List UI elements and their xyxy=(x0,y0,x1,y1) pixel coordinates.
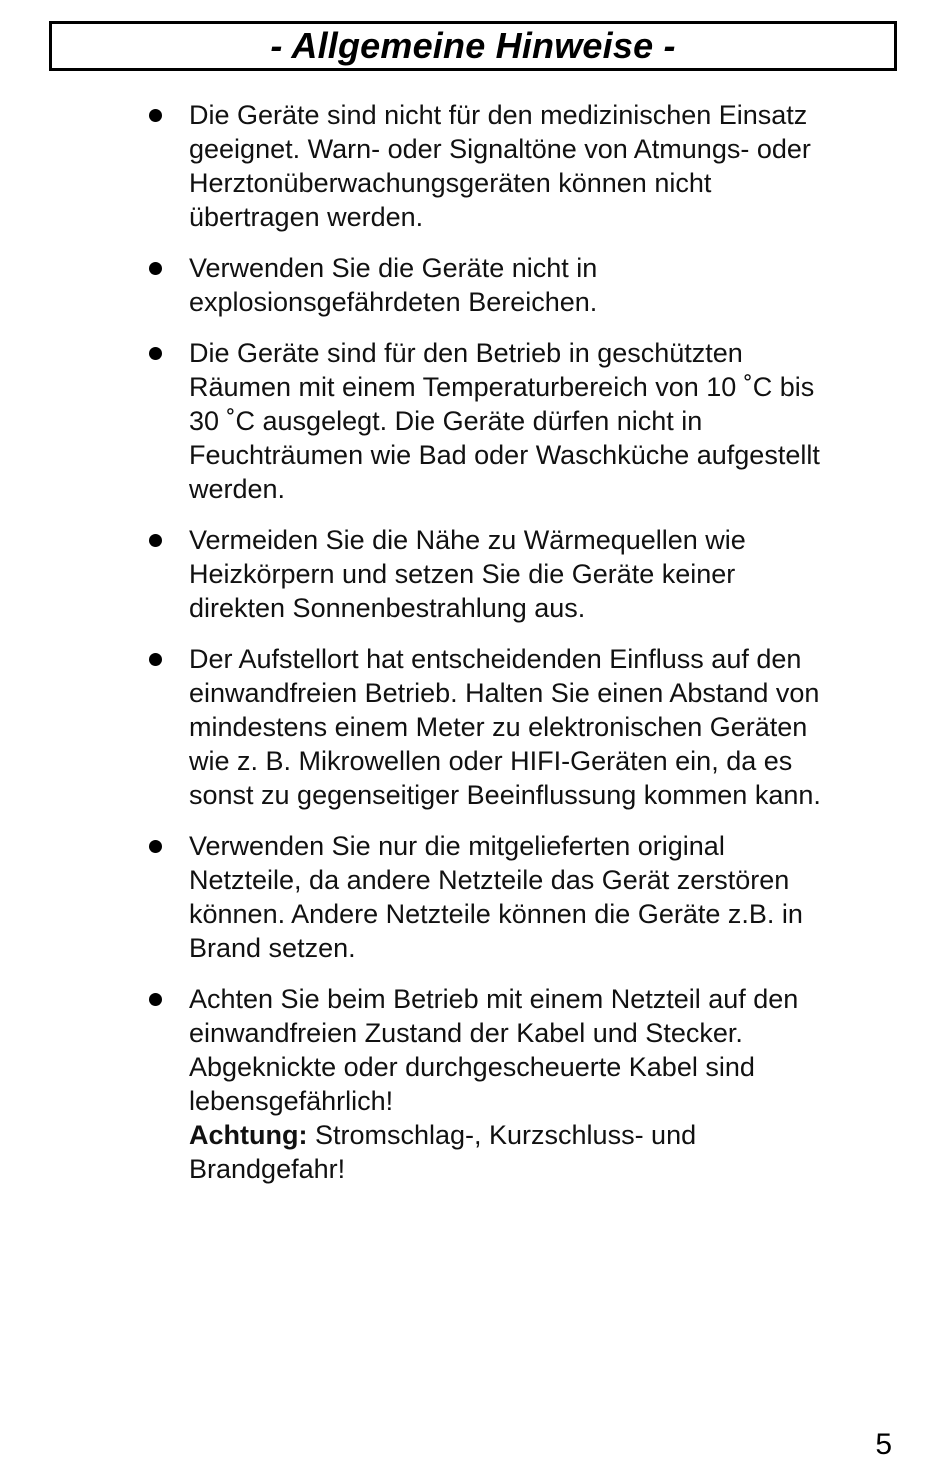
warning-text: Brandgefahr! xyxy=(189,1154,346,1184)
list-item-text xyxy=(189,98,905,234)
warning-text: Stromschlag-, Kurzschluss- und xyxy=(307,1120,697,1150)
list-item xyxy=(145,982,905,1186)
text-line: lebensgefährlich! xyxy=(189,1086,394,1116)
text-line: Der Aufstellort hat entscheidenden Einfluss auf den xyxy=(189,644,802,674)
section-title: - Allgemeine Hinweise - xyxy=(270,25,676,66)
text-line: Netzteile, da andere Netzteile das Gerät zerstören xyxy=(189,865,790,895)
text-line: 30 ˚C ausgelegt. Die Geräte dürfen nicht in xyxy=(189,406,703,436)
text-line: mindestens einem Meter zu elektronischen Geräten xyxy=(189,712,808,742)
text-line: Verwenden Sie nur die mitgelieferten original xyxy=(189,831,725,861)
bullet-icon xyxy=(149,993,162,1006)
list-item-text xyxy=(189,523,905,625)
text-line: einwandfreien Zustand der Kabel und Stecker. xyxy=(189,1018,743,1048)
list-item xyxy=(145,336,905,506)
bullet-icon xyxy=(149,347,162,360)
text-line: Heizkörpern und setzen Sie die Geräte keiner xyxy=(189,559,736,589)
bullet-icon xyxy=(149,653,162,666)
list-item-text xyxy=(189,336,905,506)
list-item xyxy=(145,251,905,319)
page-number: 5 xyxy=(875,1428,892,1461)
text-line: Räumen mit einem Temperaturbereich von 10 ˚C bis xyxy=(189,372,815,402)
text-line: wie z. B. Mikrowellen oder HIFI-Geräten ein, da es xyxy=(189,746,793,776)
text-line: Feuchträumen wie Bad oder Waschküche aufgestellt xyxy=(189,440,820,470)
list-item xyxy=(145,523,905,625)
text-line: können. Andere Netzteile können die Geräte z.B. in xyxy=(189,899,803,929)
text-line: Vermeiden Sie die Nähe zu Wärmequellen wie xyxy=(189,525,746,555)
text-line: einwandfreien Betrieb. Halten Sie einen Abstand von xyxy=(189,678,820,708)
text-line: explosionsgefährdeten Bereichen. xyxy=(189,287,598,317)
list-item-text xyxy=(189,642,905,812)
list-item-text xyxy=(189,982,905,1186)
section-title-box xyxy=(49,21,897,71)
bullet-list xyxy=(145,98,905,1203)
text-line: geeignet. Warn- oder Signaltöne von Atmungs- oder xyxy=(189,134,811,164)
text-line: Die Geräte sind nicht für den medizinischen Einsatz xyxy=(189,100,808,130)
list-item-text xyxy=(189,251,905,319)
text-line: sonst zu gegenseitiger Beeinflussung kommen kann. xyxy=(189,780,821,810)
text-line: Achten Sie beim Betrieb mit einem Netzteil auf den xyxy=(189,984,799,1014)
list-item-text xyxy=(189,829,905,965)
list-item xyxy=(145,642,905,812)
text-line: direkten Sonnenbestrahlung aus. xyxy=(189,593,586,623)
text-line: Herztonüberwachungsgeräten können nicht xyxy=(189,168,712,198)
text-line: übertragen werden. xyxy=(189,202,424,232)
text-line: Abgeknickte oder durchgescheuerte Kabel sind xyxy=(189,1052,755,1082)
text-line: Die Geräte sind für den Betrieb in geschützten xyxy=(189,338,743,368)
bullet-icon xyxy=(149,840,162,853)
bullet-icon xyxy=(149,262,162,275)
text-line: werden. xyxy=(189,474,286,504)
warning-label: Achtung: xyxy=(189,1120,308,1150)
list-item xyxy=(145,829,905,965)
list-item xyxy=(145,98,905,234)
bullet-icon xyxy=(149,109,162,122)
text-line: Verwenden Sie die Geräte nicht in xyxy=(189,253,598,283)
bullet-icon xyxy=(149,534,162,547)
text-line: Brand setzen. xyxy=(189,933,356,963)
